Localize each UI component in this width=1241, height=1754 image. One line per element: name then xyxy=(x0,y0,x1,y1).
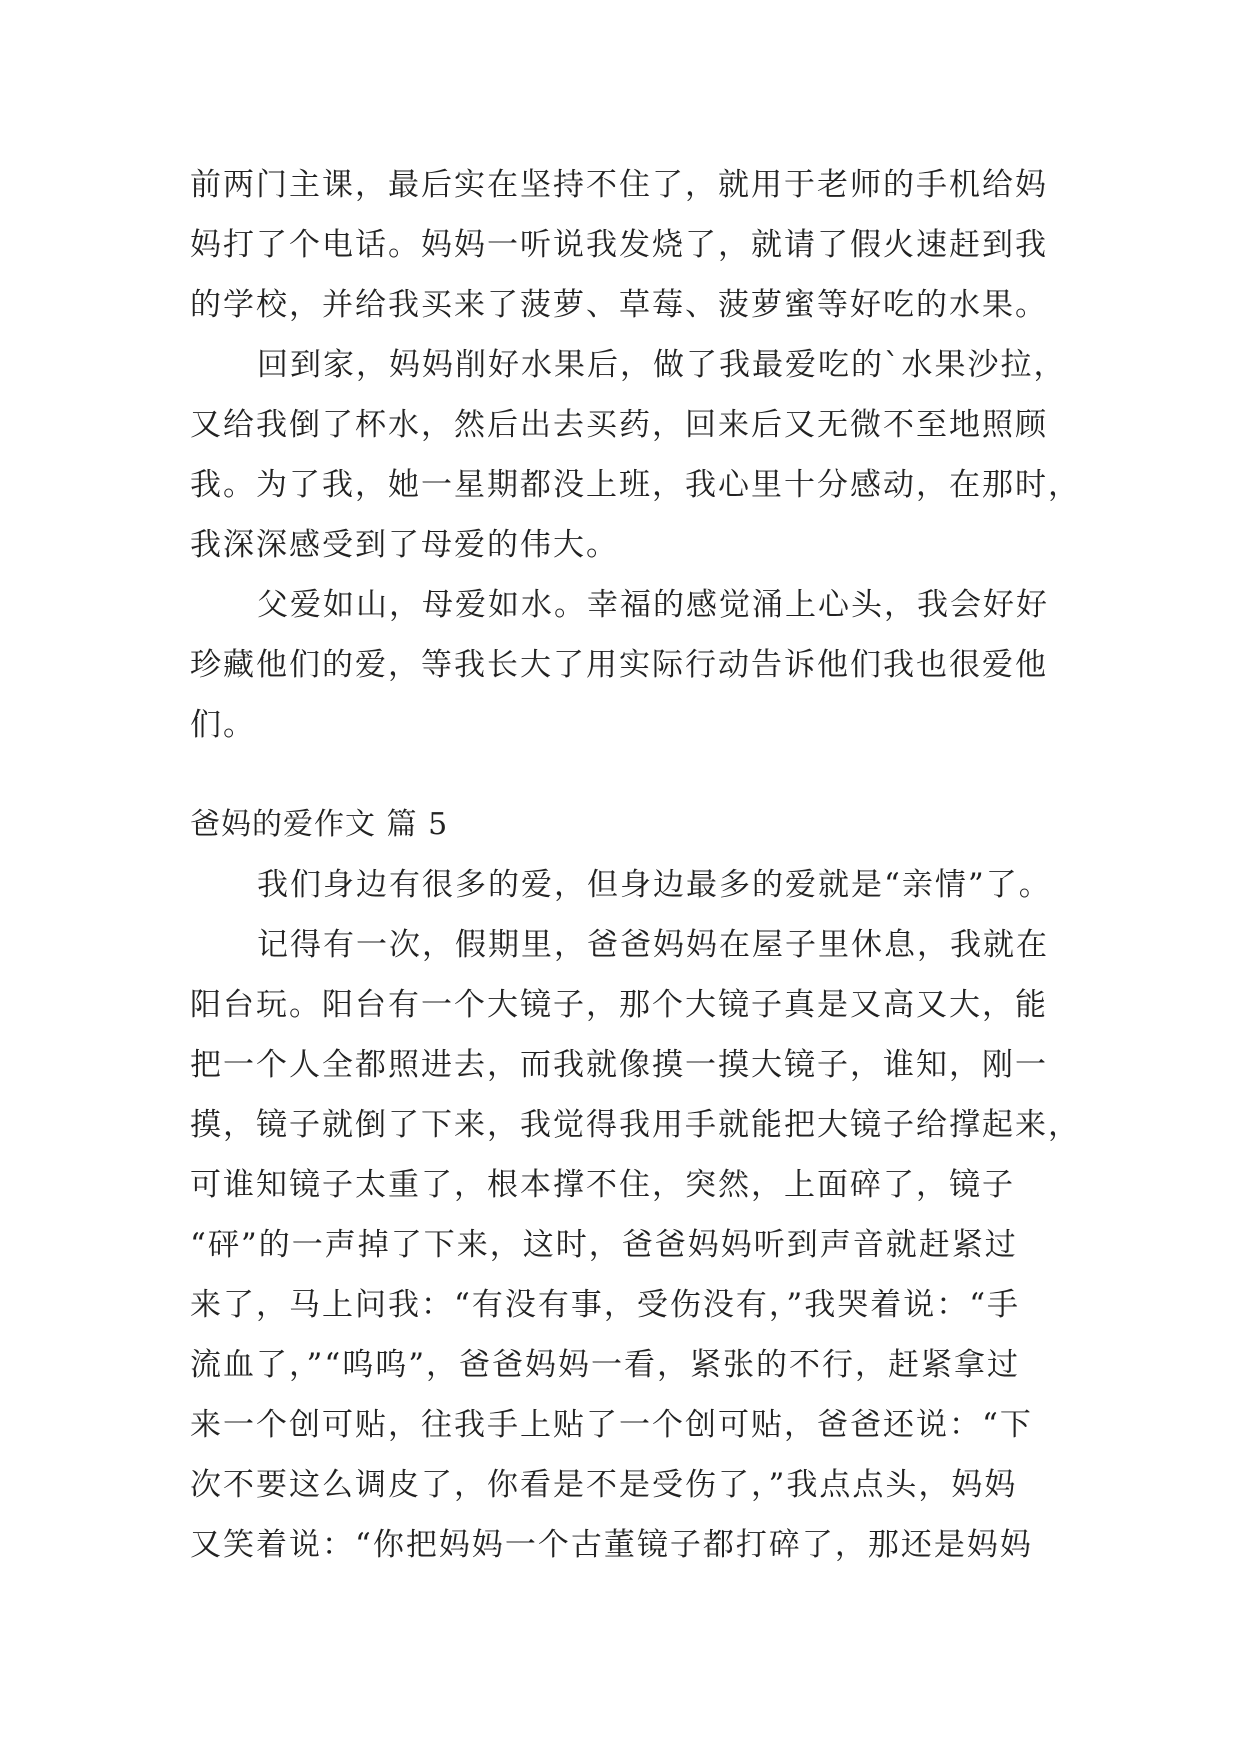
paragraph-line: 来一个创可贴，往我手上贴了一个创可贴，爸爸还说：“下 xyxy=(190,1407,1033,1443)
paragraph-line: 的学校，并给我买来了菠萝、草莓、菠萝蜜等好吃的水果。 xyxy=(190,287,1048,323)
paragraph-line: 前两门主课，最后实在坚持不住了，就用于老师的手机给妈 xyxy=(190,167,1048,203)
section-heading: 爸妈的爱作文 篇 5 xyxy=(190,807,449,842)
paragraph-line: 父爱如山，母爱如水。幸福的感觉涌上心头，我会好好 xyxy=(257,587,1049,623)
paragraph-line: 记得有一次，假期里，爸爸妈妈在屋子里休息，我就在 xyxy=(257,927,1049,963)
paragraph-line: 把一个人全都照进去，而我就像摸一摸大镜子，谁知，刚一 xyxy=(190,1047,1048,1083)
paragraph-line: 又笑着说：“你把妈妈一个古董镜子都打碎了，那还是妈妈 xyxy=(190,1527,1033,1563)
paragraph-line: 我们身边有很多的爱，但身边最多的爱就是“亲情”了。 xyxy=(257,867,1052,903)
paragraph-line: 摸，镜子就倒了下来，我觉得我用手就能把大镜子给撑起来， xyxy=(190,1107,1081,1143)
paragraph-line: 们。 xyxy=(190,707,256,743)
paragraph-line: 回到家，妈妈削好水果后，做了我最爱吃的`水果沙拉， xyxy=(257,347,1067,383)
paragraph-line: 流血了，”“呜呜”，爸爸妈妈一看，紧张的不行，赶紧拿过 xyxy=(190,1347,1021,1383)
paragraph-line: 妈打了个电话。妈妈一听说我发烧了，就请了假火速赶到我 xyxy=(190,227,1048,263)
paragraph-line: 我深深感受到了母爱的伟大。 xyxy=(190,527,619,563)
paragraph-line: 阳台玩。阳台有一个大镜子，那个大镜子真是又高又大，能 xyxy=(190,987,1048,1023)
paragraph-line: 我。为了我，她一星期都没上班，我心里十分感动，在那时， xyxy=(190,467,1081,503)
paragraph-line: 又给我倒了杯水，然后出去买药，回来后又无微不至地照顾 xyxy=(190,407,1048,443)
paragraph-line: 可谁知镜子太重了，根本撑不住，突然，上面碎了，镜子 xyxy=(190,1167,1015,1203)
paragraph-line: 来了，马上问我：“有没有事，受伤没有，”我哭着说：“手 xyxy=(190,1287,1021,1323)
paragraph-line: 次不要这么调皮了，你看是不是受伤了，”我点点头，妈妈 xyxy=(190,1467,1018,1503)
paragraph-line: 珍藏他们的爱，等我长大了用实际行动告诉他们我也很爱他 xyxy=(190,647,1048,683)
paragraph-line: “砰”的一声掉了下来，这时，爸爸妈妈听到声音就赶紧过 xyxy=(190,1227,1018,1263)
